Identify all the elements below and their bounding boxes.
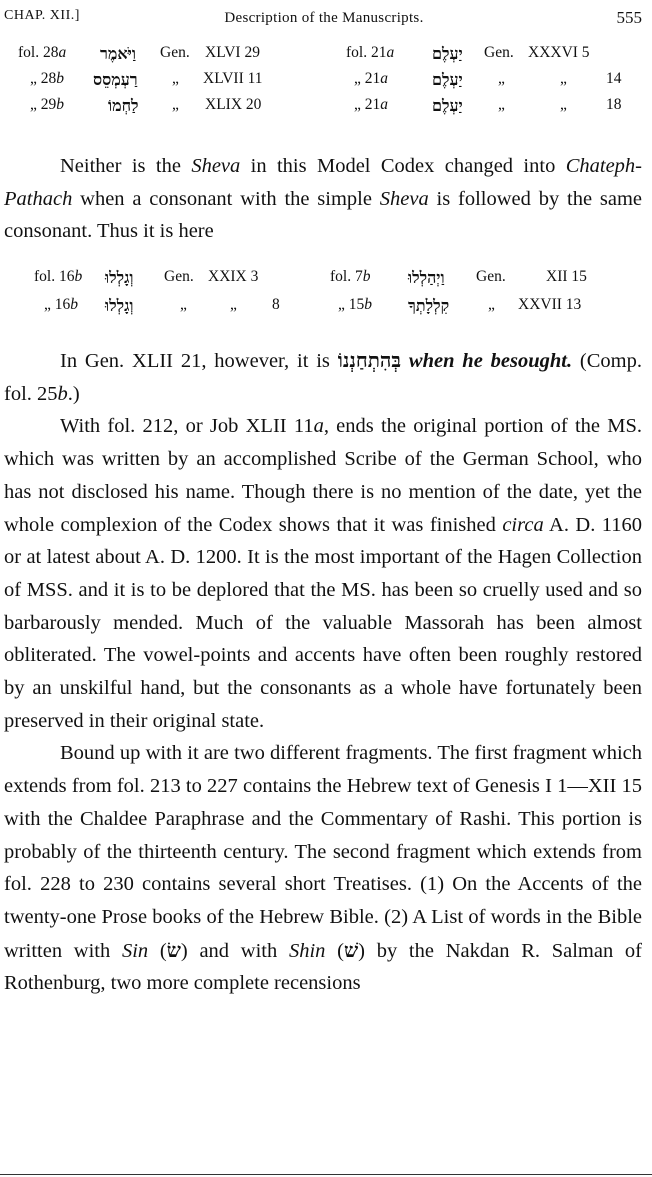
hebrew-word: וַיְהַלְלוּ <box>408 268 445 287</box>
hebrew-word: קִלְלָתְךָ <box>408 296 450 315</box>
page-title: Description of the Manuscripts. <box>224 10 424 26</box>
hebrew-word: וְגָלְלוּ <box>105 296 134 315</box>
bottom-rule <box>0 1174 652 1175</box>
running-header <box>4 8 644 32</box>
table-row: „ 16b וְגָלְלוּ „ „ 8 „ 15b קִלְלָתְךָ „ XXVII 13 <box>44 296 582 315</box>
hebrew-word: וְגָלְלוּ <box>105 268 134 287</box>
table-row: fol. 28a וַיֹּאמֶר Gen. XLVI 29 fol. 21a יַעְלֶם Gen. XXXVI 5 <box>18 44 590 63</box>
chapter-label: CHAP. XII.] <box>4 8 80 23</box>
hebrew-word: בְּהִתְחַנְנוֹ <box>337 348 402 372</box>
paragraph-sheva: Neither is the Sheva in this Model Codex changed into Chateph-Pathach when a consonant with the simple Sheva is followed by the same consonant. Thus it is here <box>4 155 642 243</box>
hebrew-word: יַעְלֶם <box>432 70 463 89</box>
paragraph-gen-xlii: In Gen. XLII 21, however, it is בְּהִתְחַנְנוֹ when he besought. (Comp. fol. 25b.) <box>4 348 642 405</box>
paragraph-fragments: Bound up with it are two different fragments. The first fragment which extends from fol. 213 to 227 contains the Hebrew text of Genesis I 1—XII 15 with the Chaldee Paraphrase and the Commentary of Rashi. This portion is probably of the thirteenth century. The second fragment which extends from fol. 228 to 230 contains several short Treatises. (1) On the Accents of the twenty-one Prose books of the Hebrew Bible. (2) A List of words in the Bible written with Sin (שׂ) and with Shin (שׁ) by the Nakdan R. Salman of Rothenburg, two more complete recensions <box>4 742 643 995</box>
table-row: fol. 16b וְגָלְלוּ Gen. XXIX 3 fol. 7b וַיְהַלְלוּ Gen. XII 15 <box>34 268 587 287</box>
table-row: „ 29b לַחְמוֹ „ XLIX 20 „ 21a יַעְלֶם „ „ 18 <box>30 96 622 115</box>
page-number: 555 <box>616 8 642 27</box>
hebrew-word: יַעְלֶם <box>432 44 463 63</box>
main-text <box>4 344 642 1000</box>
hebrew-word: יַעְלֶם <box>432 96 463 115</box>
hebrew-word: וַיֹּאמֶר <box>100 44 136 63</box>
paragraph-fol-212: With fol. 212, or Job XLII 11a, ends the original portion of the MS. which was written by an accomplished Scribe of the German School, who has not disclosed his name. Though there is no mention of the date, yet the whole complexion of the Codex shows that it was finished circa A. D. 1160 or at latest about A. D. 1200. It is the most important of the Hagen Collection of MSS. and it is to be deplored that the MS. has been so cruelly used and so barbarously mended. Much of the valuable Massorah has been almost obliterated. The vowel-points and accents have often been roughly restored by an unskilful hand, but the consonants as a whole have fortunately been preserved in their original state. <box>4 415 643 732</box>
table-row: „ 28b רַעְמְסֵס „ XLVII 11 „ 21a יַעְלֶם „ „ 14 <box>30 70 622 89</box>
hebrew-word: רַעְמְסֵס <box>93 70 138 89</box>
hebrew-word: לַחְמוֹ <box>108 96 139 115</box>
